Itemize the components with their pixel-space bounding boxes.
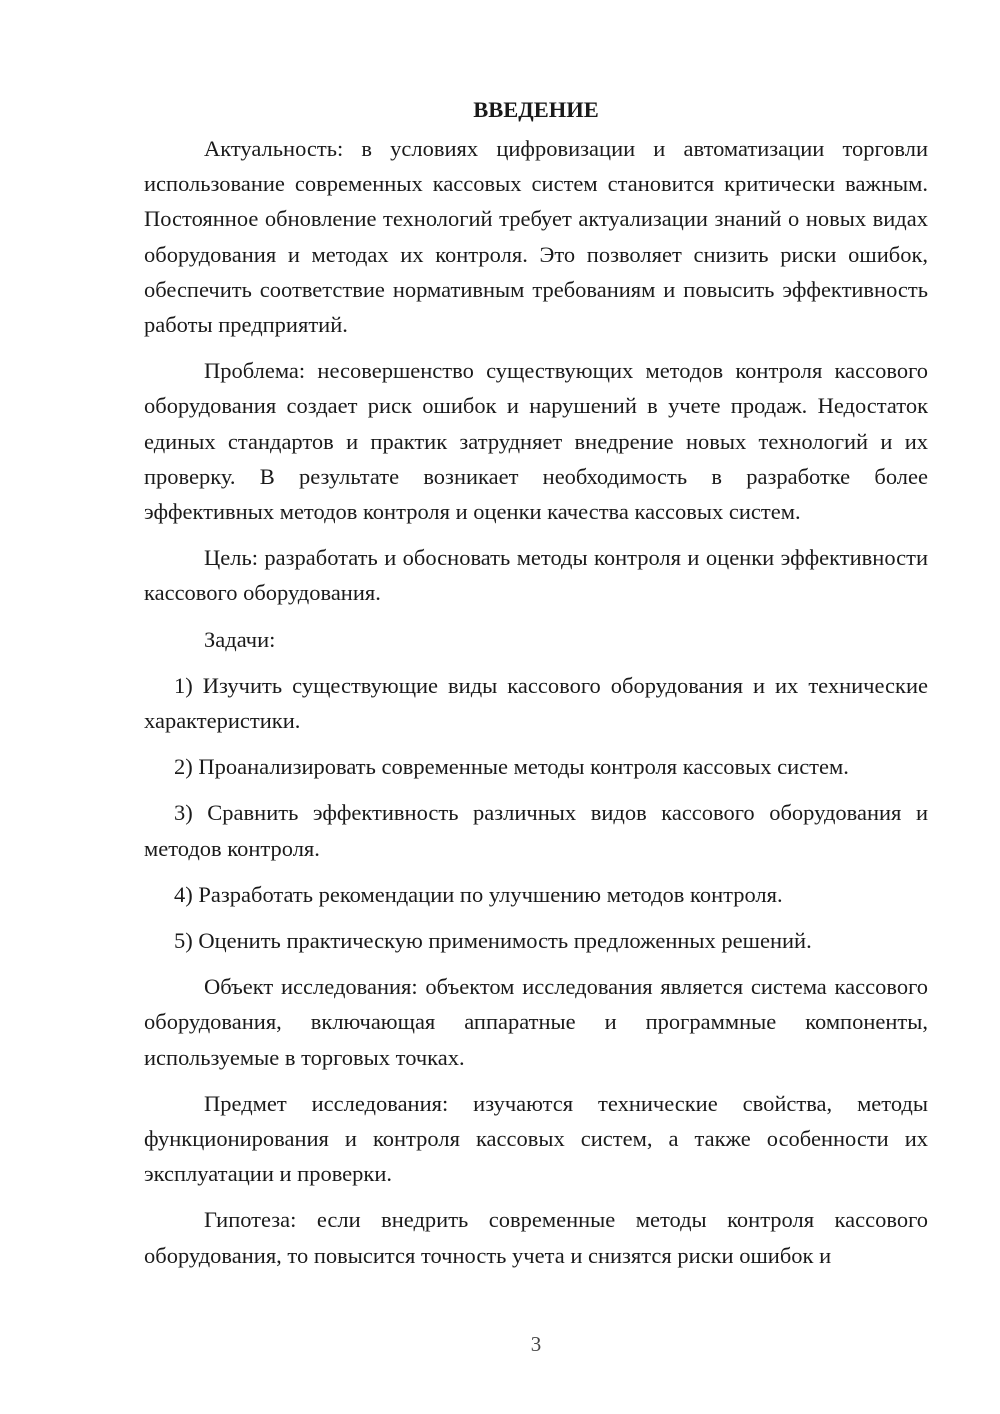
tasks-heading: Задачи: [204,626,276,652]
page-number: 3 [530,1332,542,1356]
paragraph-hypothesis: Гипотеза: если внедрить современные методы контроля кассового оборудования, то повысится точность учета и снизятся риски ошибок и [144,1207,928,1268]
task-item-1: 1) Изучить существующие виды кассового оборудования и их технические характеристики. [144,672,928,734]
task-item-2: 2) Проанализировать современные методы контроля кассовых систем. [174,754,849,780]
task-item-4: 4) Разработать рекомендации по улучшению методов контроля. [174,881,783,907]
page-title: ВВЕДЕНИЕ [473,97,599,122]
paragraph-subject: Предмет исследования: изучаются технические свойства, методы функционирования и контроля кассовых систем, а также особенности их эксплуатации и проверки. [144,1090,928,1187]
paragraph-goal: Цель: разработать и обосновать методы контроля и оценки эффективности кассового оборудования. [144,545,928,606]
paragraph-relevance: Актуальность: в условиях цифровизации и автоматизации торговли использование современных кассовых систем становится критически важным. Постоянное обновление технологий требует актуализации знаний о новых видах оборудования и методах их контроля. Это позволяет снизить риски ошибок, обеспечить соответствие нормативным требованиям и повысить эффективность работы предприятий. [144,136,928,338]
paragraph-object: Объект исследования: объектом исследования является система кассового оборудования, включающая аппаратные и программные компоненты, используемые в торговых точках. [144,974,928,1070]
task-item-5: 5) Оценить практическую применимость предложенных решений. [174,928,812,954]
paragraph-problem: Проблема: несовершенство существующих методов контроля кассового оборудования создает риск ошибок и нарушений в учете продаж. Недостаток единых стандартов и практик затрудняет внедрение новых технологий и их проверку. В результате возникает необходимость в разработке более эффективных методов контроля и оценки качества кассовых систем. [144,358,928,525]
document-page [144,92,928,1284]
task-item-3: 3) Сравнить эффективность различных видов кассового оборудования и методов контроля. [144,800,928,861]
